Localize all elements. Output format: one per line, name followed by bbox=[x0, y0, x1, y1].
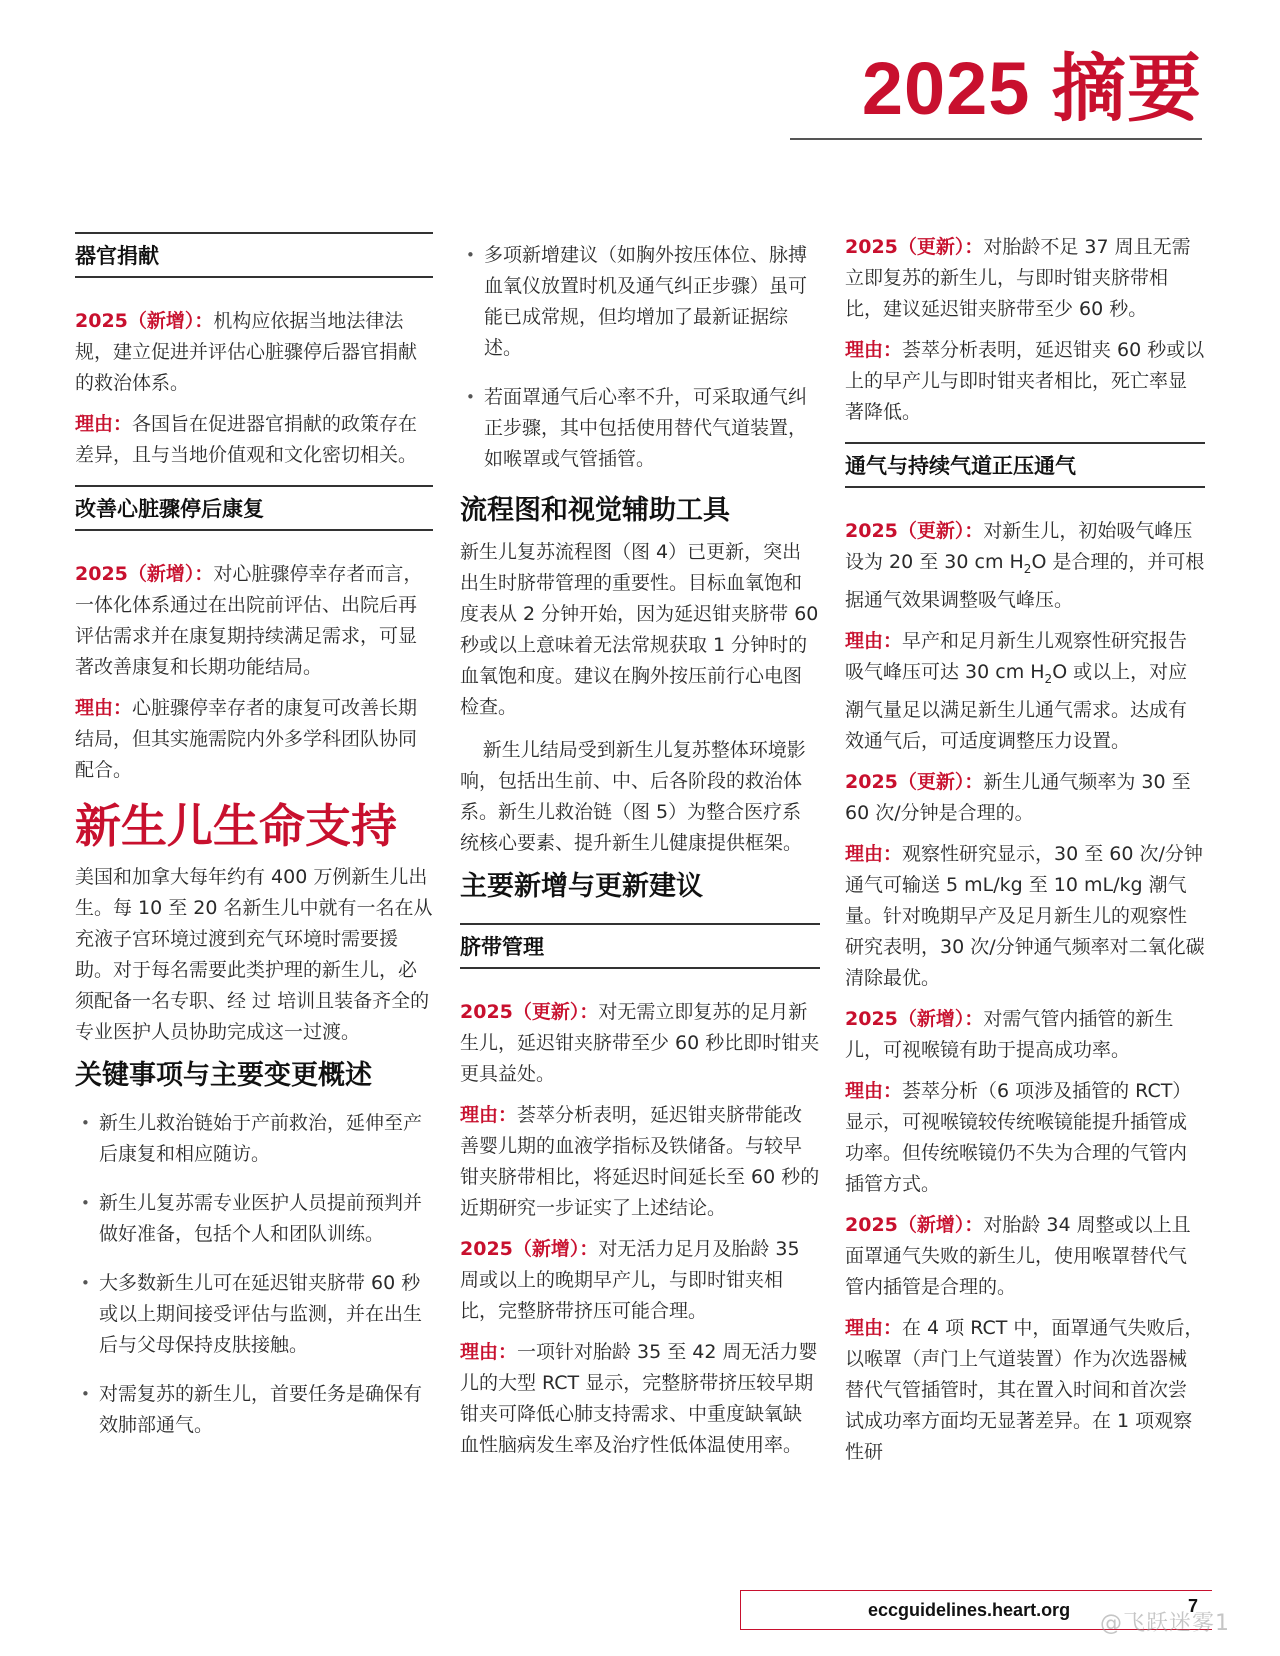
rationale-text: 荟萃分析（6 项涉及插管的 RCT）显示，可视喉镜较传统喉镜能提升插管成功率。但传统喉镜仍不失为合理的气管内插管方式。 bbox=[845, 1079, 1192, 1195]
page-title: 2025 摘要 bbox=[861, 47, 1202, 130]
watermark: @飞跃迷雾1 bbox=[1100, 1611, 1230, 1636]
list-item: • 多项新增建议（如胸外按压体位、脉搏血氧仪放置时机及通气纠正步骤）虽可能已成常规，但均增加了最新证据综述。 bbox=[460, 240, 820, 364]
rec-label: 2025（新增）： bbox=[845, 1007, 984, 1030]
rec-label: 2025（更新）： bbox=[845, 520, 984, 542]
rationale-text: 观察性研究显示，30 至 60 次/分钟通气可输送 5 mL/kg 至 10 mL/kg 潮气量。针对晚期早产及足月新生儿的观察性研究表明，30 次/分钟通气频率对二氧化碳清除最优。 bbox=[845, 842, 1205, 989]
rationale-text: 在 4 项 RCT 中，面罩通气失败后，以喉罩（声门上气道装置）作为次选器械替代气管插管时，其在置入时间和首次尝试成功率方面均无显著差异。在 1 项观察性研 bbox=[845, 1316, 1204, 1463]
section-heading-ventilation: 通气与持续气道正压通气 bbox=[845, 442, 1205, 488]
cord-rec-1 bbox=[460, 997, 820, 1090]
rec-label: 2025（新增）： bbox=[845, 1213, 984, 1236]
rec-text: 对胎龄不足 37 周且无需立即复苏的新生儿，与即时钳夹脐带相比，建议延迟钳夹脐带至少 60 秒。 bbox=[845, 236, 1191, 320]
rec-text: 对需气管内插管的新生儿，可视喉镜有助于提高成功率。 bbox=[845, 1007, 1174, 1061]
rate-rationale bbox=[845, 839, 1205, 994]
section-heading-cord-management: 脐带管理 bbox=[460, 923, 820, 969]
rationale-label: 理由： bbox=[460, 1341, 518, 1363]
list-item: • 若面罩通气后心率不升，可采取通气纠正步骤，其中包括使用替代气道装置，如喉罩或气管插管。 bbox=[460, 382, 820, 475]
section-heading-recovery: 改善心脏骤停后康复 bbox=[75, 485, 433, 531]
rationale-text-end: O 或以上，对应潮气量足以满足新生儿通气需求。达成有效通气后，可适度调整压力设置。 bbox=[845, 660, 1188, 752]
rationale-label: 理由： bbox=[845, 1079, 903, 1102]
flowchart-paragraph-1: 新生儿复苏流程图（图 4）已更新，突出出生时脐带管理的重要性。目标血氧饱和度表从 2 分钟开始，因为延迟钳夹脐带 60 秒或以上意味着无法常规获取 1 分钟时的血氧饱和度。建议在胸外按压前行心电图检查。 bbox=[460, 541, 819, 718]
neonatal-life-support-heading: 新生儿生命支持 bbox=[75, 799, 397, 853]
neonatal-intro: 美国和加拿大每年约有 400 万例新生儿出生。每 10 至 20 名新生儿中就有一名在从充液子宫环境过渡到充气环境时需要援助。对于每名需要此类护理的新生儿，必须配备一名专职、经 过 培训且装备齐全的专业医护人员协助完成这一过渡。 bbox=[75, 866, 433, 1043]
rationale-text: 荟萃分析表明，延迟钳夹脐带能改善婴儿期的血液学指标及铁储备。与较早钳夹脐带相比，将延迟时间延长至 60 秒的近期研究一步证实了上述结论。 bbox=[460, 1104, 820, 1219]
rec-text: 对无活力足月及胎龄 35 周或以上的晚期早产儿，与即时钳夹相比，完整脐带挤压可能合理。 bbox=[460, 1238, 800, 1322]
organ-rationale bbox=[75, 409, 433, 471]
list-item: • 新生儿救治链始于产前救治，延伸至产后康复和相应随访。 bbox=[75, 1108, 433, 1170]
recovery-rationale bbox=[75, 693, 433, 786]
cord-rationale-2 bbox=[460, 1337, 820, 1461]
cord-rec-2 bbox=[460, 1234, 820, 1327]
rec-text-end: O 是合理的，并可根据通气效果调整吸气峰压。 bbox=[845, 551, 1205, 611]
list-item: • 大多数新生儿可在延迟钳夹脐带 60 秒或以上期间接受评估与监测，并在出生后与父母保持皮肤接触。 bbox=[75, 1268, 433, 1361]
rec-label: 2025（新增）： bbox=[460, 1238, 599, 1260]
rationale-label: 理由： bbox=[845, 1316, 903, 1339]
rec-label: 2025（更新）： bbox=[460, 1001, 599, 1023]
organ-rec bbox=[75, 306, 433, 399]
lma-rec bbox=[845, 1210, 1205, 1303]
laryngoscope-rationale bbox=[845, 1076, 1205, 1200]
title-divider bbox=[790, 138, 1202, 140]
rationale-text-start: 早产和足月新生儿观察性研究报告吸气峰压可达 30 cm H bbox=[845, 629, 1188, 683]
subscript: 2 bbox=[1044, 671, 1053, 686]
key-changes-list bbox=[75, 1108, 433, 1441]
flowchart-paragraph-2: 新生儿结局受到新生儿复苏整体环境影响，包括出生前、中、后各阶段的救治体系。新生儿救治链（图 5）为整合医疗系统核心要素、提升新生儿健康提供框架。 bbox=[460, 739, 806, 854]
column-right bbox=[845, 232, 1205, 1478]
rec-label: 2025（更新）： bbox=[845, 236, 984, 258]
rationale-label: 理由： bbox=[75, 697, 133, 719]
major-recommendations-heading: 主要新增与更新建议 bbox=[460, 871, 703, 902]
rec-text: 对心脏骤停幸存者而言，一体化体系通过在出院前评估、出院后再评估需求并在康复期持续满足需求，可显著改善康复和长期功能结局。 bbox=[75, 563, 423, 678]
column-middle bbox=[460, 240, 820, 1471]
rec-label: 2025（新增）： bbox=[75, 563, 214, 585]
rationale-label: 理由： bbox=[460, 1104, 518, 1126]
rationale-text: 一项针对胎龄 35 至 42 周无活力婴儿的大型 RCT 显示，完整脐带挤压较早期钳夹可降低心肺支持需求、中重度缺氧缺血性脑病发生率及治疗性低体温使用率。 bbox=[460, 1341, 818, 1456]
section-heading-organ-donation: 器官捐献 bbox=[75, 232, 433, 278]
rationale-label: 理由： bbox=[845, 842, 903, 865]
rate-rec bbox=[845, 767, 1205, 829]
list-item: • 新生儿复苏需专业医护人员提前预判并做好准备，包括个人和团队训练。 bbox=[75, 1188, 433, 1250]
key-changes-heading: 关键事项与主要变更概述 bbox=[75, 1060, 372, 1091]
rationale-label: 理由： bbox=[845, 629, 903, 652]
more-bullets-list bbox=[460, 240, 820, 475]
rationale-text: 荟萃分析表明，延迟钳夹 60 秒或以上的早产儿与即时钳夹者相比，死亡率显著降低。 bbox=[845, 339, 1205, 423]
rationale-label: 理由： bbox=[75, 413, 133, 435]
lma-rationale bbox=[845, 1313, 1205, 1468]
subscript: 2 bbox=[1023, 561, 1032, 576]
pip-rationale bbox=[845, 626, 1205, 757]
preterm-cord-rec bbox=[845, 232, 1205, 325]
rec-label: 2025（更新）： bbox=[845, 770, 984, 793]
rec-label: 2025（新增）： bbox=[75, 310, 214, 332]
rationale-label: 理由： bbox=[845, 339, 903, 361]
rec-text: 对无需立即复苏的足月新生儿，延迟钳夹脐带至少 60 秒比即时钳夹更具益处。 bbox=[460, 1001, 820, 1085]
rationale-text: 心脏骤停幸存者的康复可改善长期结局，但其实施需院内外多学科团队协同配合。 bbox=[75, 697, 418, 781]
cord-rationale-1 bbox=[460, 1100, 820, 1224]
rationale-text: 各国旨在促进器官捐献的政策存在差异，且与当地价值观和文化密切相关。 bbox=[75, 413, 418, 466]
rec-text: 新生儿通气频率为 30 至 60 次/分钟是合理的。 bbox=[845, 770, 1191, 824]
list-item: • 对需复苏的新生儿，首要任务是确保有效肺部通气。 bbox=[75, 1379, 433, 1441]
rec-text: 对胎龄 34 周整或以上且面罩通气失败的新生儿，使用喉罩替代气管内插管是合理的。 bbox=[845, 1213, 1191, 1298]
preterm-cord-rationale bbox=[845, 335, 1205, 428]
flowchart-heading: 流程图和视觉辅助工具 bbox=[460, 495, 730, 526]
footer-url-link[interactable]: eccguidelines.heart.org bbox=[868, 1600, 1071, 1620]
laryngoscope-rec bbox=[845, 1004, 1205, 1066]
rec-text-start: 对新生儿，初始吸气峰压设为 20 至 30 cm H bbox=[845, 520, 1193, 573]
rec-text: 机构应依据当地法律法规，建立促进并评估心脏骤停后器官捐献的救治体系。 bbox=[75, 310, 418, 394]
recovery-rec bbox=[75, 559, 433, 683]
pip-rec bbox=[845, 516, 1205, 616]
page-number: 7 bbox=[1188, 1596, 1199, 1616]
column-left bbox=[75, 232, 433, 1459]
